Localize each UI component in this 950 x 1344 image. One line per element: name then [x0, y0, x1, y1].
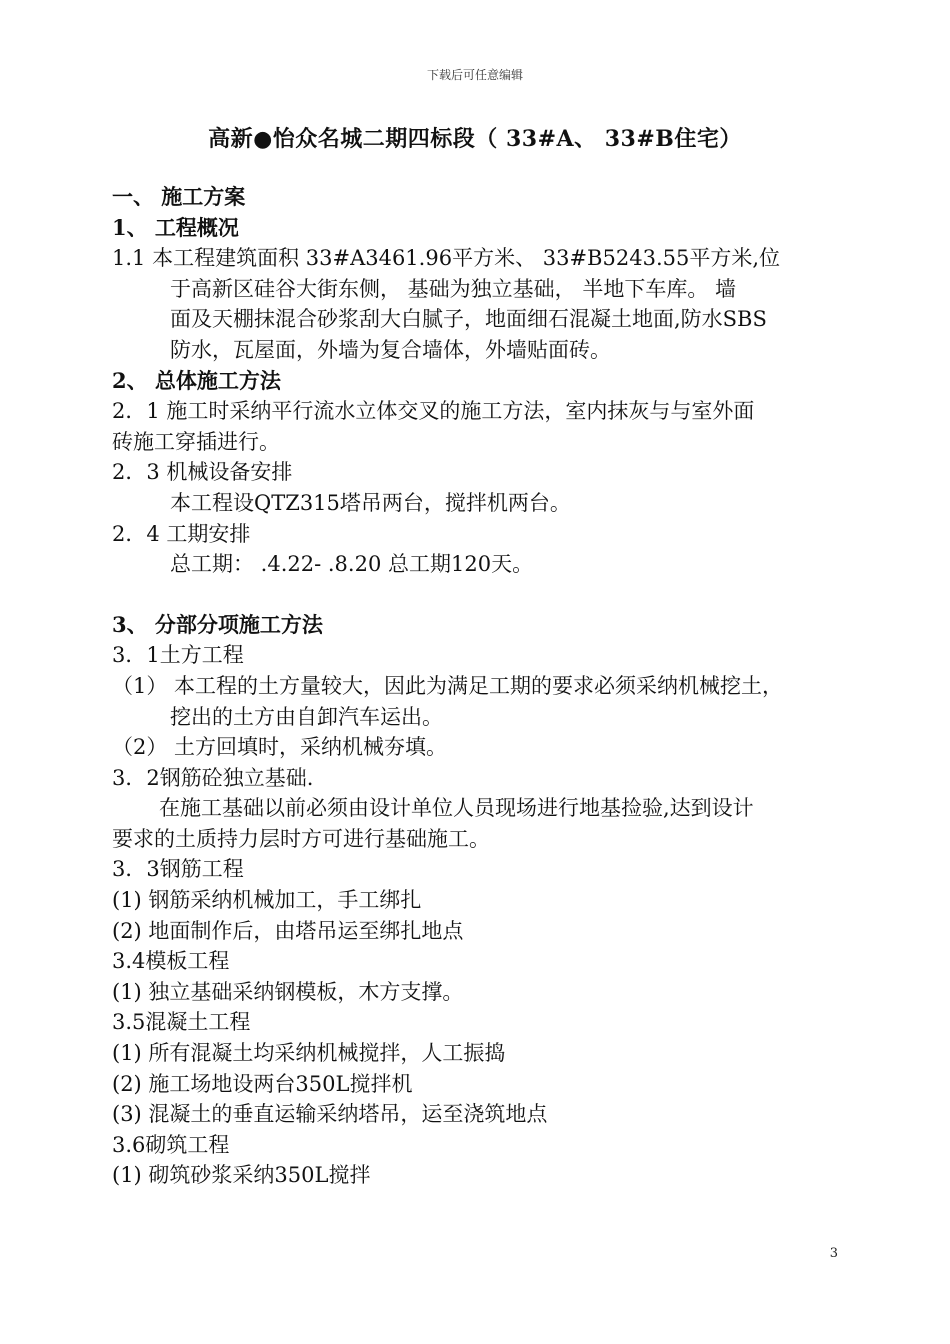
item-heading: 3.5混凝土工程: [112, 1010, 251, 1035]
subsection-heading: 2、 总体施工方法: [112, 367, 281, 393]
blank-line: [112, 580, 842, 610]
paragraph-line: 砖施工穿插进行。: [112, 429, 280, 454]
paragraph-line: 防水，瓦屋面，外墙为复合墙体，外墙贴面砖。: [170, 337, 611, 362]
list-item: （1） 本工程的土方量较大，因此为满足工期的要求必须采纳机械挖土，: [112, 673, 784, 698]
document-title: 高新●怡众名城二期四标段（ 33#A、 33#B住宅）: [208, 126, 742, 152]
paragraph-line: 要求的土质持力层时方可进行基础施工。: [112, 826, 490, 851]
item-heading: 3．1土方工程: [112, 643, 244, 668]
item-heading: 3．2钢筋砼独立基础.: [112, 765, 314, 790]
list-item: (1) 砌筑砂浆采纳350L搅拌: [112, 1163, 371, 1188]
item-heading: 3．3钢筋工程: [112, 857, 244, 882]
paragraph-line: 挖出的土方由自卸汽车运出。: [170, 704, 443, 729]
paragraph-line: 1.1 本工程建筑面积 33#A3461.96平方米、 33#B5243.55平方米,位: [112, 246, 781, 271]
subsection-heading: 3、 分部分项施工方法: [112, 611, 323, 637]
item-heading: 2．3 机械设备安排: [112, 460, 293, 485]
list-item: (2) 施工场地设两台350L搅拌机: [112, 1071, 413, 1096]
list-item: (1) 独立基础采纳钢模板，木方支撑。: [112, 979, 464, 1004]
paragraph-line: 面及天棚抹混合砂浆刮大白腻子，地面细石混凝土地面,防水SBS: [170, 307, 767, 332]
item-heading: 2．4 工期安排: [112, 521, 251, 546]
item-heading: 3.4模板工程: [112, 949, 230, 974]
list-item: (3) 混凝土的垂直运输采纳塔吊，运至浇筑地点: [112, 1102, 548, 1127]
section-heading: 一、 施工方案: [112, 184, 246, 209]
paragraph-line: 于高新区硅谷大街东侧， 基础为独立基础， 半地下车库。 墙: [170, 276, 737, 301]
paragraph-line: 本工程设QTZ315塔吊两台，搅拌机两台。: [170, 490, 571, 515]
item-heading: 3.6砌筑工程: [112, 1132, 230, 1157]
list-item: （2） 土方回填时，采纳机械夯填。: [112, 735, 448, 760]
list-item: (1) 所有混凝土均采纳机械搅拌，人工振捣: [112, 1041, 506, 1066]
page-number: 3: [829, 1246, 838, 1261]
paragraph-line: 2．1 施工时采纳平行流水立体交叉的施工方法，室内抹灰与与室外面: [112, 399, 755, 424]
subsection-heading: 1、 工程概况: [112, 214, 239, 240]
list-item: (1) 钢筋采纳机械加工，手工绑扎: [112, 888, 422, 913]
document-body: [112, 182, 842, 1191]
paragraph-line: 总工期： .4.22- .8.20 总工期120天。: [170, 552, 534, 577]
page-header-note: 下载后可任意编辑: [426, 68, 523, 82]
list-item: (2) 地面制作后，由塔吊运至绑扎地点: [112, 918, 464, 943]
paragraph-line: 在施工基础以前必须由设计单位人员现场进行地基捡验,达到设计: [159, 796, 754, 821]
